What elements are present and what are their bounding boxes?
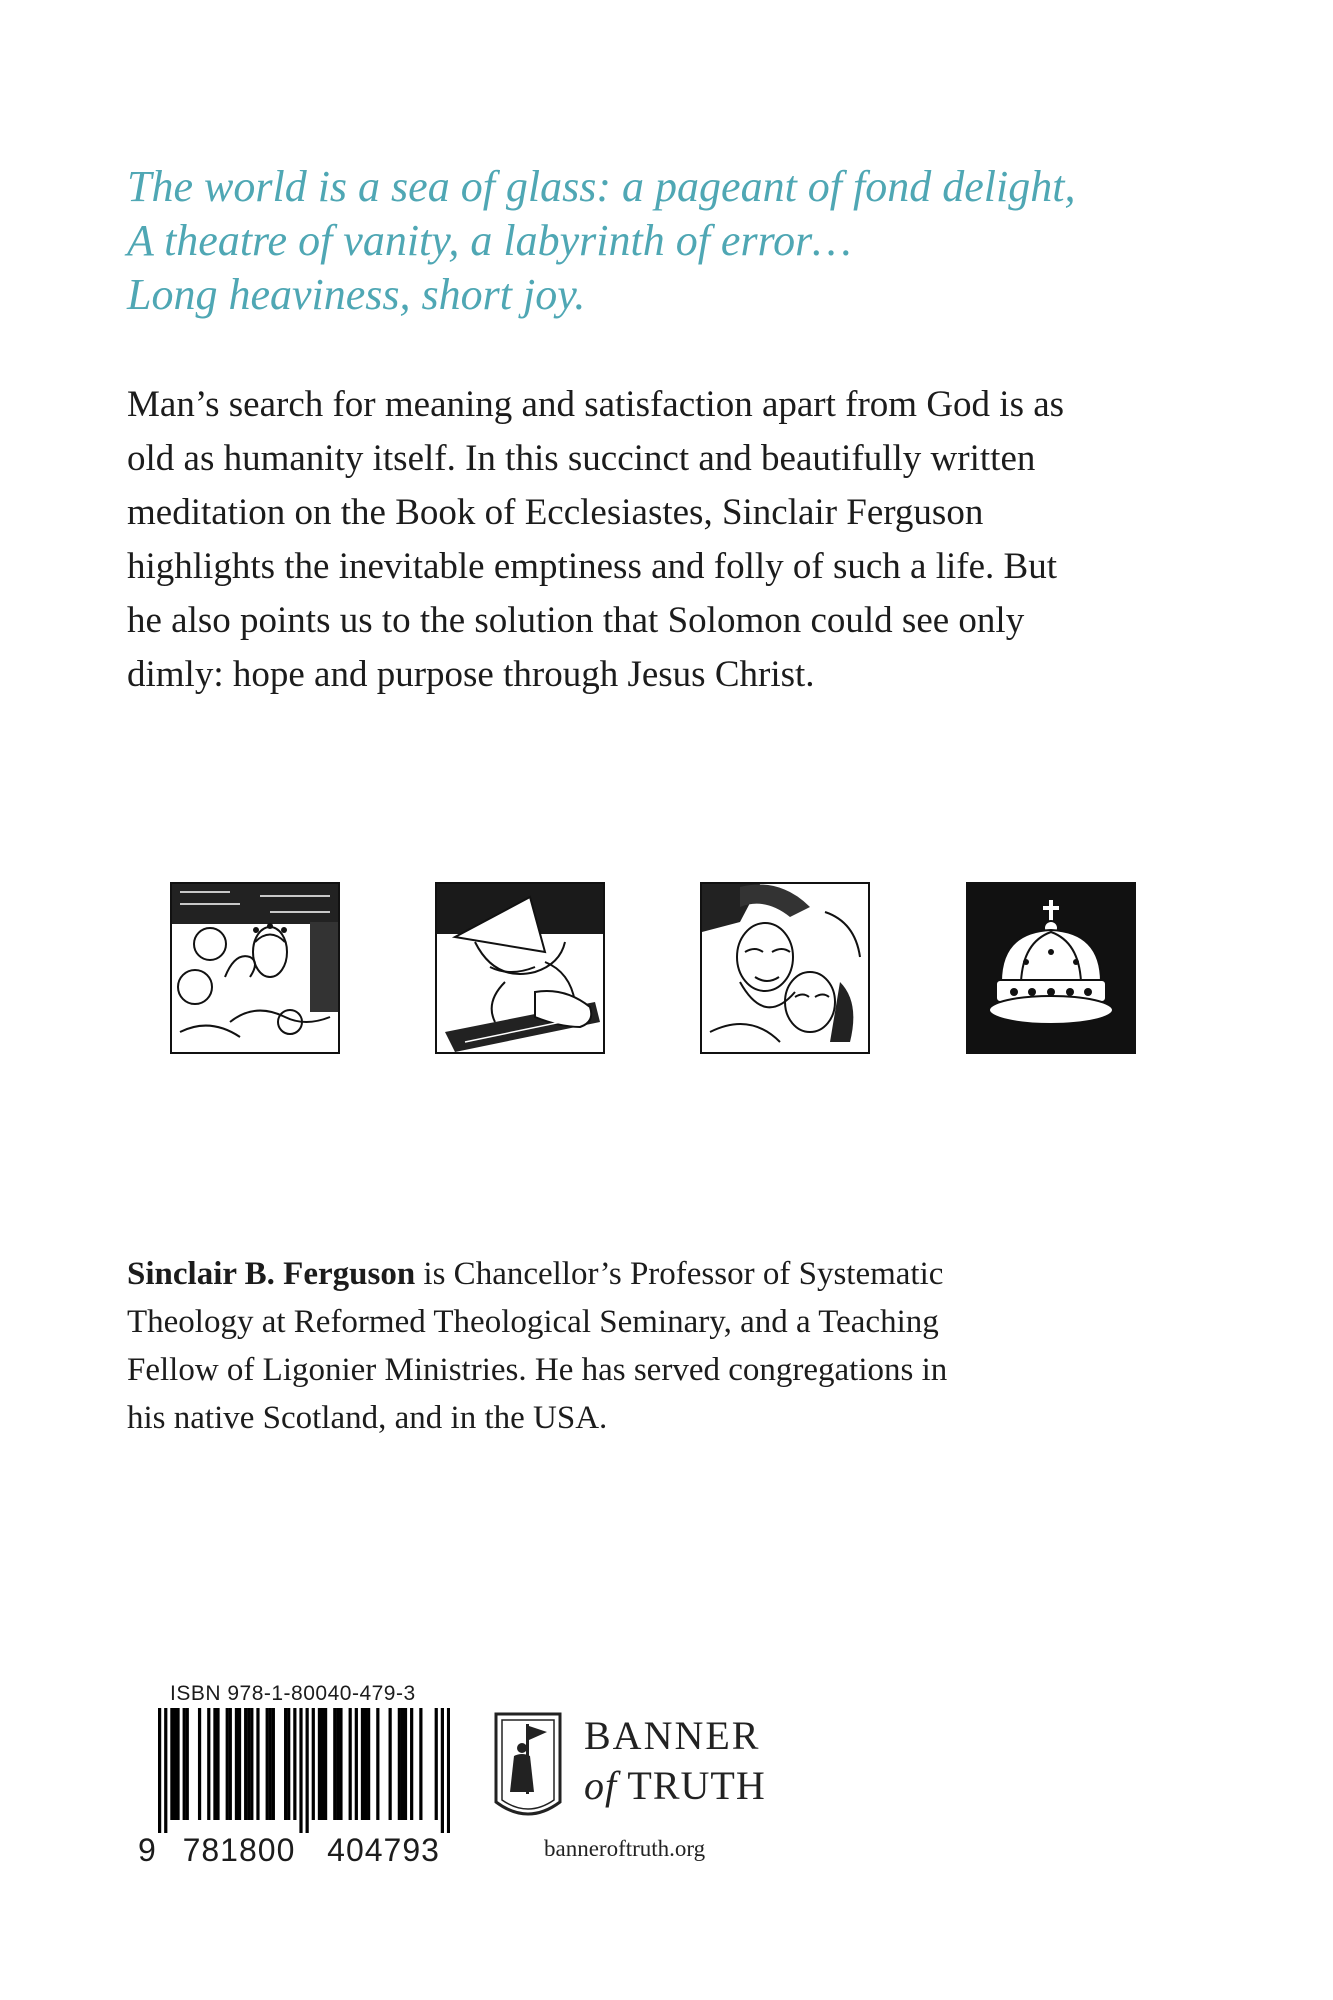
barcode-bar — [367, 1708, 370, 1820]
barcode-digit-lead: 9 — [138, 1832, 157, 1868]
barcode-bar — [447, 1708, 450, 1833]
barcode-bar — [404, 1708, 407, 1820]
author-bio-line: Theology at Reformed Theological Seminary, and a Teaching — [127, 1304, 939, 1340]
author-bio-line: his native Scotland, and in the USA. — [127, 1400, 608, 1436]
barcode-bar — [306, 1708, 309, 1833]
barcode-bar — [364, 1708, 367, 1820]
barcode-digits-right: 404793 — [327, 1832, 440, 1868]
barcode-bar — [401, 1708, 404, 1820]
author-bio-text: is Chancellor’s Professor of Systematic — [415, 1256, 944, 1292]
barcode-bars — [158, 1708, 450, 1833]
barcode-digits-left: 781800 — [182, 1832, 296, 1868]
barcode-bar — [198, 1708, 201, 1820]
barcode-bar — [376, 1708, 379, 1820]
barcode-bar — [435, 1708, 438, 1820]
barcode-bar — [398, 1708, 401, 1820]
barcode-bar — [349, 1708, 352, 1820]
barcode-bar — [299, 1708, 302, 1833]
epigraph-line: A theatre of vanity, a labyrinth of error… — [127, 216, 852, 265]
publisher-name-truth: TRUTH — [617, 1763, 766, 1808]
barcode-bar — [336, 1708, 339, 1820]
illustration-strip — [0, 882, 1333, 1057]
barcode-bar — [164, 1708, 167, 1833]
barcode-bar — [158, 1708, 161, 1833]
blurb-line: he also points us to the solution that Solomon could see only — [127, 600, 1025, 641]
barcode-bar — [186, 1708, 189, 1820]
barcode-bar — [216, 1708, 219, 1820]
blurb-line: highlights the inevitable emptiness and folly of such a life. But — [127, 546, 1057, 587]
isbn-barcode — [138, 1682, 458, 1872]
barcode-bar — [183, 1708, 186, 1820]
blurb-line: old as humanity itself. In this succinct and beautifully written — [127, 438, 1036, 479]
epigraph-line: Long heaviness, short joy. — [127, 270, 586, 319]
barcode-digits — [138, 1832, 468, 1869]
barcode-bar — [287, 1708, 290, 1820]
barcode-bar — [226, 1708, 229, 1820]
crowd-reaching-for-crown-illustration — [170, 882, 340, 1054]
barcode-bar — [339, 1708, 342, 1820]
barcode-bar — [235, 1708, 238, 1820]
sleeping-figure-in-nightcap-illustration — [435, 882, 605, 1054]
barcode-bar — [207, 1708, 210, 1820]
barcode-bar — [318, 1708, 321, 1820]
isbn-label: ISBN 978-1-80040-479-3 — [170, 1682, 416, 1705]
barcode-bar — [419, 1708, 422, 1820]
barcode-bar — [324, 1708, 327, 1820]
publisher-name-line2 — [584, 1762, 766, 1809]
author-bio — [127, 1250, 1207, 1442]
barcode-bar — [170, 1708, 173, 1820]
barcode-bar — [213, 1708, 216, 1820]
publisher-url: banneroftruth.org — [544, 1836, 706, 1861]
crown-illustration — [966, 882, 1136, 1054]
barcode-bar — [266, 1708, 269, 1820]
blurb-line: dimly: hope and purpose through Jesus Christ. — [127, 654, 815, 695]
barcode-bar — [410, 1708, 413, 1820]
barcode-bar — [247, 1708, 250, 1820]
publisher-name-line1: BANNER — [584, 1713, 761, 1758]
barcode-bar — [389, 1708, 392, 1820]
blurb-line: Man’s search for meaning and satisfaction apart from God is as — [127, 384, 1065, 425]
barcode-bar — [238, 1708, 241, 1820]
barcode-bar — [272, 1708, 275, 1820]
author-name: Sinclair B. Ferguson — [127, 1256, 416, 1292]
publisher-name-of: of — [584, 1763, 618, 1808]
barcode-bar — [229, 1708, 232, 1820]
publisher-imprint — [488, 1710, 808, 1880]
barcode-bar — [176, 1708, 179, 1820]
standard-bearer-logo-icon — [488, 1710, 568, 1824]
barcode-bar — [269, 1708, 272, 1820]
bearded-faces-illustration — [700, 882, 870, 1054]
blurb-line: meditation on the Book of Ecclesiastes, Sinclair Ferguson — [127, 492, 984, 533]
barcode-bar — [361, 1708, 364, 1820]
barcode-bar — [355, 1708, 358, 1820]
barcode-bar — [293, 1708, 296, 1820]
barcode-bar — [250, 1708, 253, 1820]
barcode-bar — [333, 1708, 336, 1820]
author-bio-line — [127, 1250, 1207, 1298]
author-bio-line: Fellow of Ligonier Ministries. He has served congregations in — [127, 1352, 948, 1388]
barcode-bar — [173, 1708, 176, 1820]
book-blurb — [127, 378, 1207, 702]
barcode-bar — [244, 1708, 247, 1820]
barcode-bar — [312, 1708, 315, 1820]
barcode-bar — [321, 1708, 324, 1820]
barcode-bar — [256, 1708, 259, 1820]
barcode-bar — [284, 1708, 287, 1820]
barcode-bar — [441, 1708, 444, 1833]
epigraph-line: The world is a sea of glass: a pageant of fond delight, — [127, 162, 1076, 211]
epigraph — [127, 160, 1227, 322]
